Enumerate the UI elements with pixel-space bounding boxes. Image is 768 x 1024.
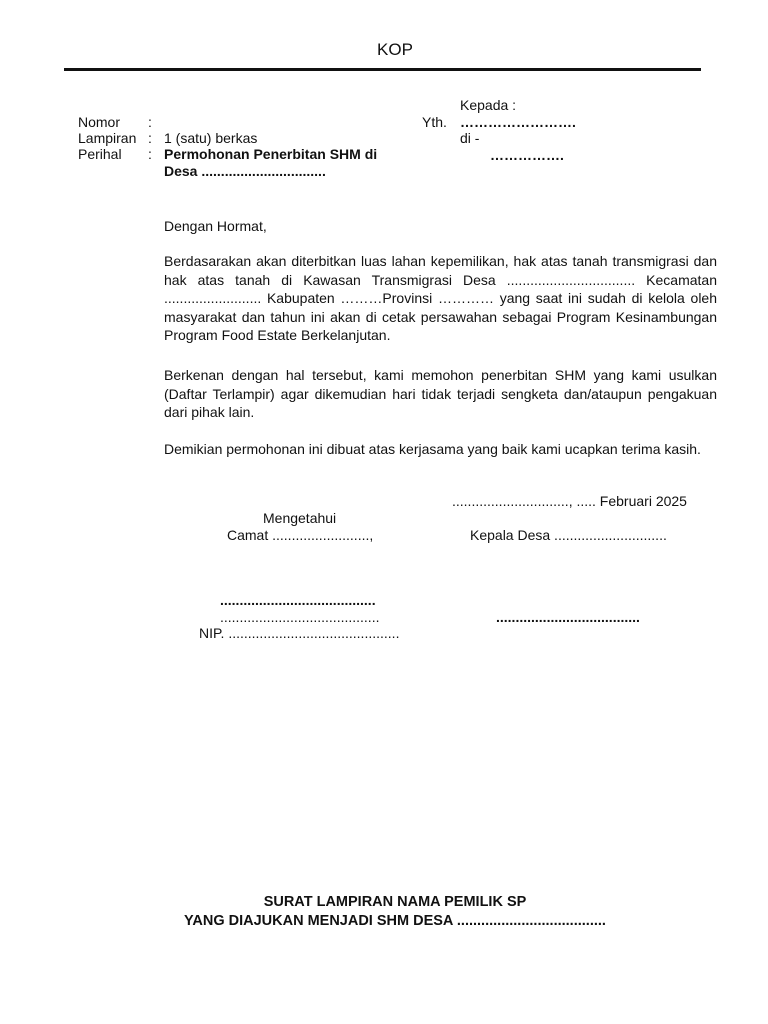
letterhead-kop: KOP bbox=[377, 40, 413, 59]
perihal-label: Perihal bbox=[78, 146, 122, 162]
camat-nip: NIP. ............................................ bbox=[199, 625, 400, 641]
place-date: .............................., ..... Februari 2025 bbox=[452, 493, 687, 509]
di-location: ……………. bbox=[490, 147, 564, 163]
camat-name: ........................................ bbox=[220, 592, 376, 608]
kepala-desa-name: ..................................... bbox=[496, 609, 640, 625]
nomor-label: Nomor bbox=[78, 114, 121, 130]
paragraph-3: Demikian permohonan ini dibuat atas kerjasama yang baik kami ucapkan terima kasih. bbox=[164, 441, 701, 457]
kepada-label: Kepada : bbox=[460, 97, 517, 113]
lampiran-label: Lampiran bbox=[78, 130, 137, 146]
perihal-colon: : bbox=[148, 146, 152, 162]
paragraph-2: Berkenan dengan hal tersebut, kami memohon penerbitan SHM yang kami usulkan (Daftar Terlampir) agar dikemudian hari tidak terjadi sengketa dan/ataupun pengakuan dari pihak lain. bbox=[164, 367, 717, 421]
camat-rank: ......................................... bbox=[220, 609, 380, 625]
yth-recipient: ……………………. bbox=[460, 114, 576, 130]
attachment-title-line2: YANG DIAJUKAN MENJADI SHM DESA ..................................... bbox=[184, 913, 606, 929]
paragraph-1: Berdasarakan akan diterbitkan luas lahan kepemilikan, hak atas tanah transmigrasi dan hak atas tanah di Kawasan Transmigrasi Desa ................................. Kecamatan ......................... Kabupaten ………Provinsi ………… yang saat ini sudah di kelola oleh masyarakat dan tahun ini akan di cetak persawahan sebagai Program Kesinambungan Program Food Estate Berkelanjutan. bbox=[164, 253, 717, 344]
yth-label: Yth. bbox=[422, 114, 447, 130]
camat-title: Camat ........................., bbox=[227, 527, 374, 543]
lampiran-colon: : bbox=[148, 130, 152, 146]
attachment-title-line1: SURAT LAMPIRAN NAMA PEMILIK SP bbox=[263, 894, 527, 910]
kepala-desa-title: Kepala Desa ............................. bbox=[470, 527, 667, 543]
mengetahui-label: Mengetahui bbox=[263, 510, 337, 526]
perihal-value: Permohonan Penerbitan SHM di Desa ................................ bbox=[164, 146, 378, 179]
lampiran-value: 1 (satu) berkas bbox=[164, 130, 258, 146]
di-label: di - bbox=[460, 130, 480, 146]
salutation: Dengan Hormat, bbox=[164, 218, 267, 234]
letterhead-divider bbox=[64, 68, 701, 71]
nomor-colon: : bbox=[148, 114, 152, 130]
